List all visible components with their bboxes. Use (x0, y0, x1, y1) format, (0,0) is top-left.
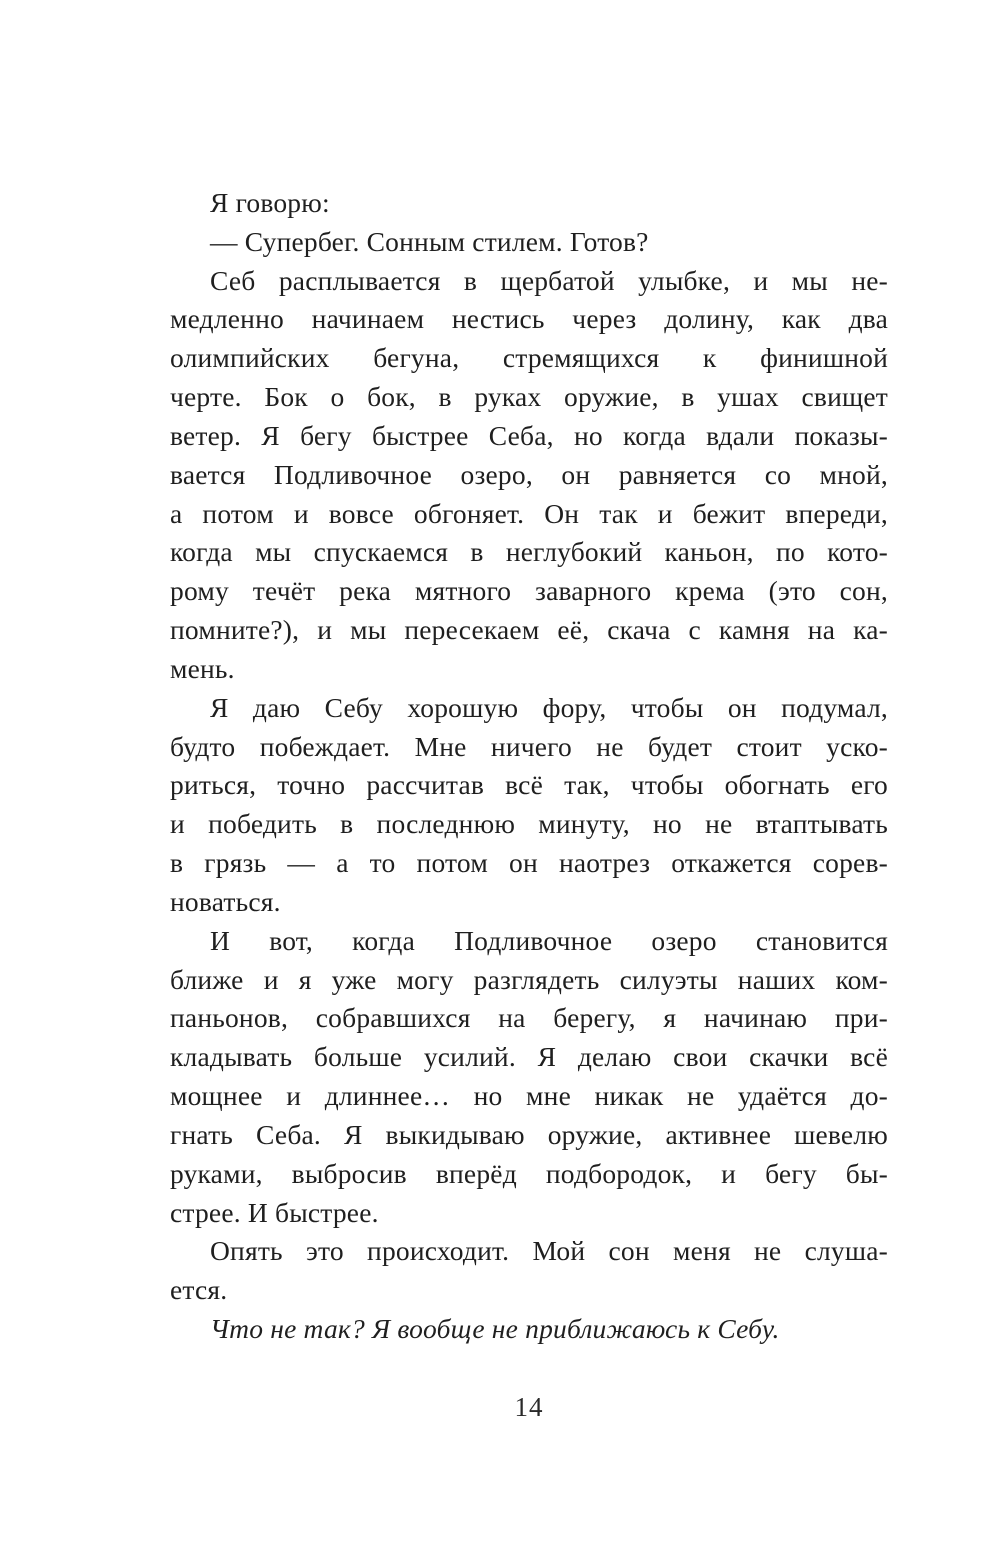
paragraph (170, 689, 888, 922)
paragraph (170, 184, 888, 223)
text-line: олимпийских бегуна, стремящихся к финишной (170, 342, 888, 374)
text-line: И вот, когда Подливочное озеро становится (210, 924, 888, 956)
text-line: а потом и вовсе обгоняет. Он так и бежит впереди, (170, 497, 888, 529)
text-line: Я говорю: (210, 187, 330, 218)
text-line: риться, точно рассчитав всё так, чтобы обогнать его (170, 769, 888, 801)
text-line: кладывать больше усилий. Я делаю свои скачки всё (170, 1041, 888, 1073)
text-line: — Супербег. Сонным стилем. Готов? (210, 225, 649, 257)
text-line: стрее. И быстрее. (170, 1196, 379, 1228)
text-line: когда мы спускаемся в неглубокий каньон, по кото- (170, 536, 888, 568)
text-line: ется. (170, 1274, 228, 1306)
text-line: паньонов, собравшихся на берегу, я начинаю при- (170, 1002, 888, 1034)
text-line: ветер. Я бегу быстрее Себа, но когда вдали показы- (170, 419, 888, 451)
text-line: будто побеждает. Мне ничего не будет стоит уско- (170, 730, 888, 762)
text-line: мень. (170, 652, 235, 684)
paragraph (170, 1310, 888, 1349)
page-number: 14 (514, 1392, 544, 1422)
text-line: рому течёт река мятного заварного крема (это сон, (170, 575, 888, 607)
text-line: Себ расплывается в щербатой улыбке, и мы не- (210, 264, 888, 296)
paragraph (170, 223, 888, 262)
paragraph (170, 262, 888, 689)
text-line: новаться. (170, 885, 281, 917)
text-line: мощнее и длиннее… но мне никак не удаётся до- (170, 1080, 888, 1112)
text-line: и победить в последнюю минуту, но не втаптывать (170, 808, 888, 840)
text-line: помните?), и мы пересекаем её, скача с камня на ка- (170, 614, 888, 646)
text-line: медленно начинаем нестись через долину, как два (170, 303, 888, 335)
text-line: руками, выбросив вперёд подбородок, и бегу бы- (170, 1157, 888, 1189)
text-line: черте. Бок о бок, в руках оружие, в ушах свищет (170, 381, 888, 413)
text-line: Я даю Себу хорошую фору, чтобы он подумал, (210, 691, 888, 723)
paragraph (170, 1232, 888, 1310)
text-block (170, 184, 888, 1349)
paragraph (170, 922, 888, 1233)
text-line: ближе и я уже могу разглядеть силуэты наших ком- (170, 963, 888, 995)
text-line: в грязь — а то потом он наотрез откажется сорев- (170, 847, 888, 879)
text-line: гнать Себа. Я выкидываю оружие, активнее шевелю (170, 1118, 888, 1150)
text-line: Что не так? Я вообще не приближаюсь к Себу. (210, 1313, 780, 1345)
text-line: вается Подливочное озеро, он равняется со мной, (170, 458, 888, 490)
text-line: Опять это происходит. Мой сон меня не слуша- (210, 1235, 888, 1267)
